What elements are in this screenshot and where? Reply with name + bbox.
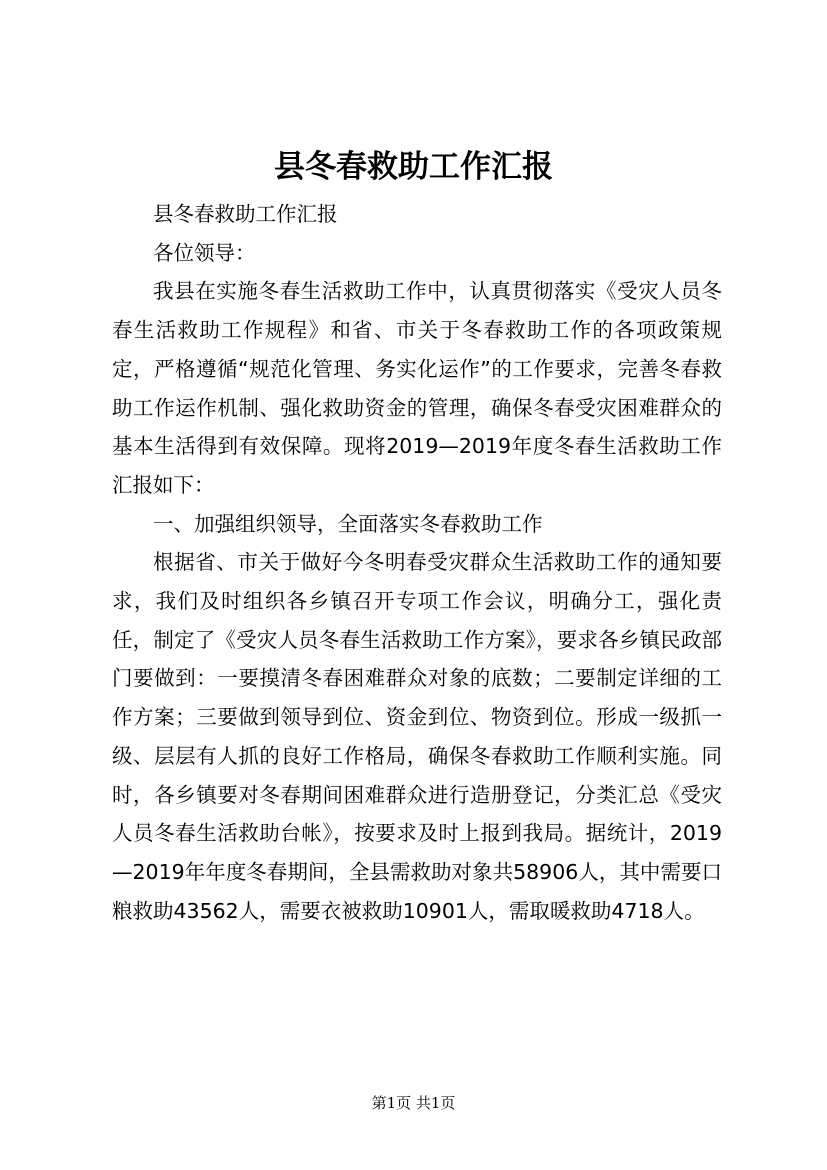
- paragraph-subtitle: 县冬春救助工作汇报: [153, 202, 338, 226]
- document-title: 县冬春救助工作汇报: [274, 149, 553, 185]
- paragraph-section-1: 根据省、市关于做好今冬明春受灾群众生活救助工作的通知要求，我们及时组织各乡镇召开专项工作会议，明确分工，强化责任，制定了《受灾人员冬春生活救助工作方案》，要求各乡镇民政部门要做到：一要摸清冬春困难群众对象的底数；二要制定详细的工作方案；三要做到领导到位、资金到位、物资到位。形成一级抓一级、层层有人抓的良好工作格局，确保冬春救助工作顺利实施。同时，各乡镇要对冬春期间困难群众进行造册登记，分类汇总《受灾人员冬春生活救助台帐》，按要求及时上报到我局。据统计，2019—2019年年度冬春期间，全县需救助对象共58906人，其中需要口粮救助43562人，需要衣被救助10901人，需取暖救助4718人。: [112, 550, 722, 923]
- paragraph-intro: 我县在实施冬春生活救助工作中，认真贯彻落实《受灾人员冬春生活救助工作规程》和省、市关于冬春救助工作的各项政策规定，严格遵循“规范化管理、务实化运作”的工作要求，完善冬春救助工作运作机制、强化救助资金的管理，确保冬春受灾困难群众的基本生活得到有效保障。现将2019—2019年度冬春生活救助工作汇报如下：: [112, 279, 722, 497]
- section-heading-1: 一、加强组织领导，全面落实冬春救助工作: [153, 511, 543, 536]
- paragraph-salutation: 各位领导：: [153, 240, 256, 265]
- document-body: [112, 195, 722, 930]
- page-footer: 第1页 共1页: [371, 1094, 456, 1112]
